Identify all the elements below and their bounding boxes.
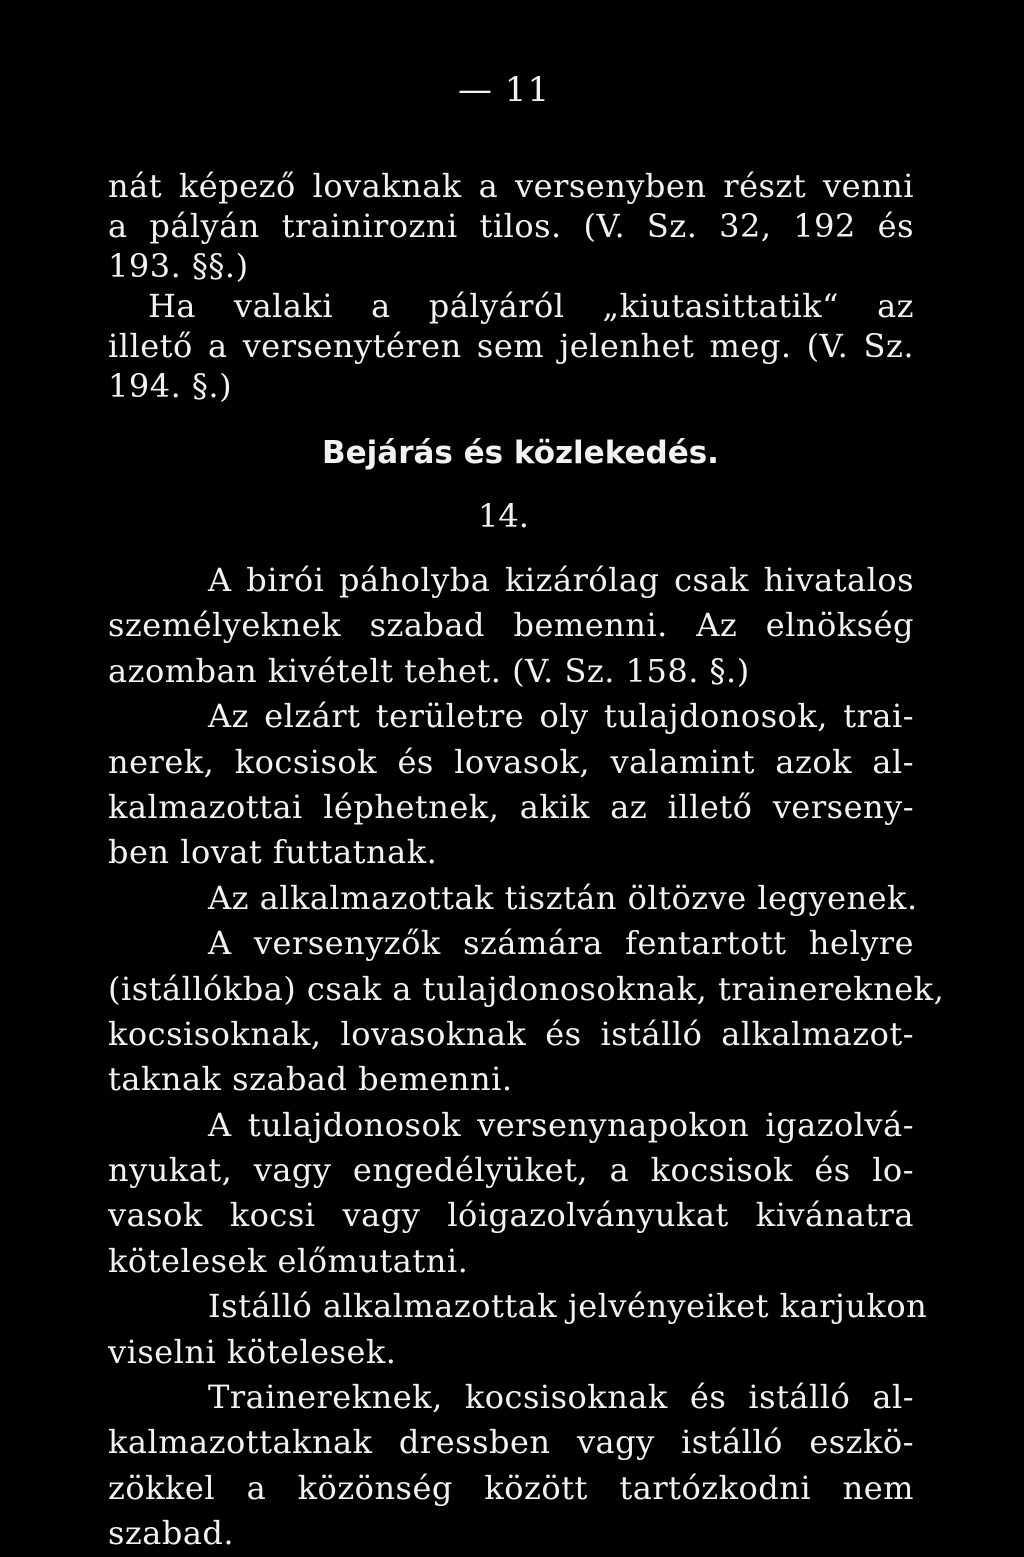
text-line: 194. §.) [108,367,233,405]
text-line: kalmazottai léphetnek, akik az illető verseny- [108,787,914,826]
text-line: Az elzárt területre oly tulajdonosok, trai- [208,697,914,736]
text-line: ben lovat futtatnak. [108,833,438,872]
text-line: (istállókba) csak a tulajdonosoknak, trainereknek, [108,969,945,1008]
text-line: nát képező lovaknak a versenyben részt venni [108,167,914,205]
text-line: nyukat, vagy engedélyüket, a kocsisok és lo- [108,1151,914,1190]
text-line: kalmazottaknak dressben vagy istálló eszkö- [108,1423,914,1462]
text-line: A tulajdonosok versenynapokon igazolvá- [208,1105,914,1144]
text-line: viselni kötelesek. [108,1332,397,1371]
text-line: A birói páholyba kizárólag csak hivatalos [208,561,914,599]
text-line: a pályán trainirozni tilos. (V. Sz. 32, 192 és [108,207,914,245]
text-line: kocsisoknak, lovasoknak és istálló alkalmazot- [108,1014,914,1053]
text-line: személyeknek szabad bemenni. Az elnökség [108,606,914,645]
top-paragraphs [108,166,914,406]
text-line: vasok kocsi vagy lóigazolványukat kivánatra [108,1196,914,1235]
text-line: taknak szabad bemenni. [108,1060,513,1099]
text-line: Trainereknek, kocsisoknak és istálló al- [208,1378,914,1417]
text-line: 193. §§.) [108,247,249,285]
text-line: szabad. [108,1514,235,1553]
text-line: Az alkalmazottak tisztán öltözve legyenek. [208,878,918,917]
text-line: azomban kivételt tehet. (V. Sz. 158. §.) [108,651,750,690]
section-number: 14. [478,497,529,535]
page-number: — 11 [458,70,551,110]
text-line: kötelesek előmutatni. [108,1241,469,1280]
text-line: nerek, kocsisok és lovasok, valamint azok al- [108,742,914,781]
text-line: zökkel a közönség között tartózkodni nem [108,1468,914,1507]
text-line: Istálló alkalmazottak jelvényeiket karjukon [208,1287,928,1326]
section-heading: Bejárás és közlekedés. [322,435,719,471]
text-line: illető a versenytéren sem jelenhet meg. (V. Sz. [108,327,914,365]
body-paragraphs [108,558,945,1557]
text-line: Ha valaki a pályáról „kiutasittatik“ az [148,287,914,325]
text-line: A versenyzők számára fentartott helyre [208,924,914,963]
